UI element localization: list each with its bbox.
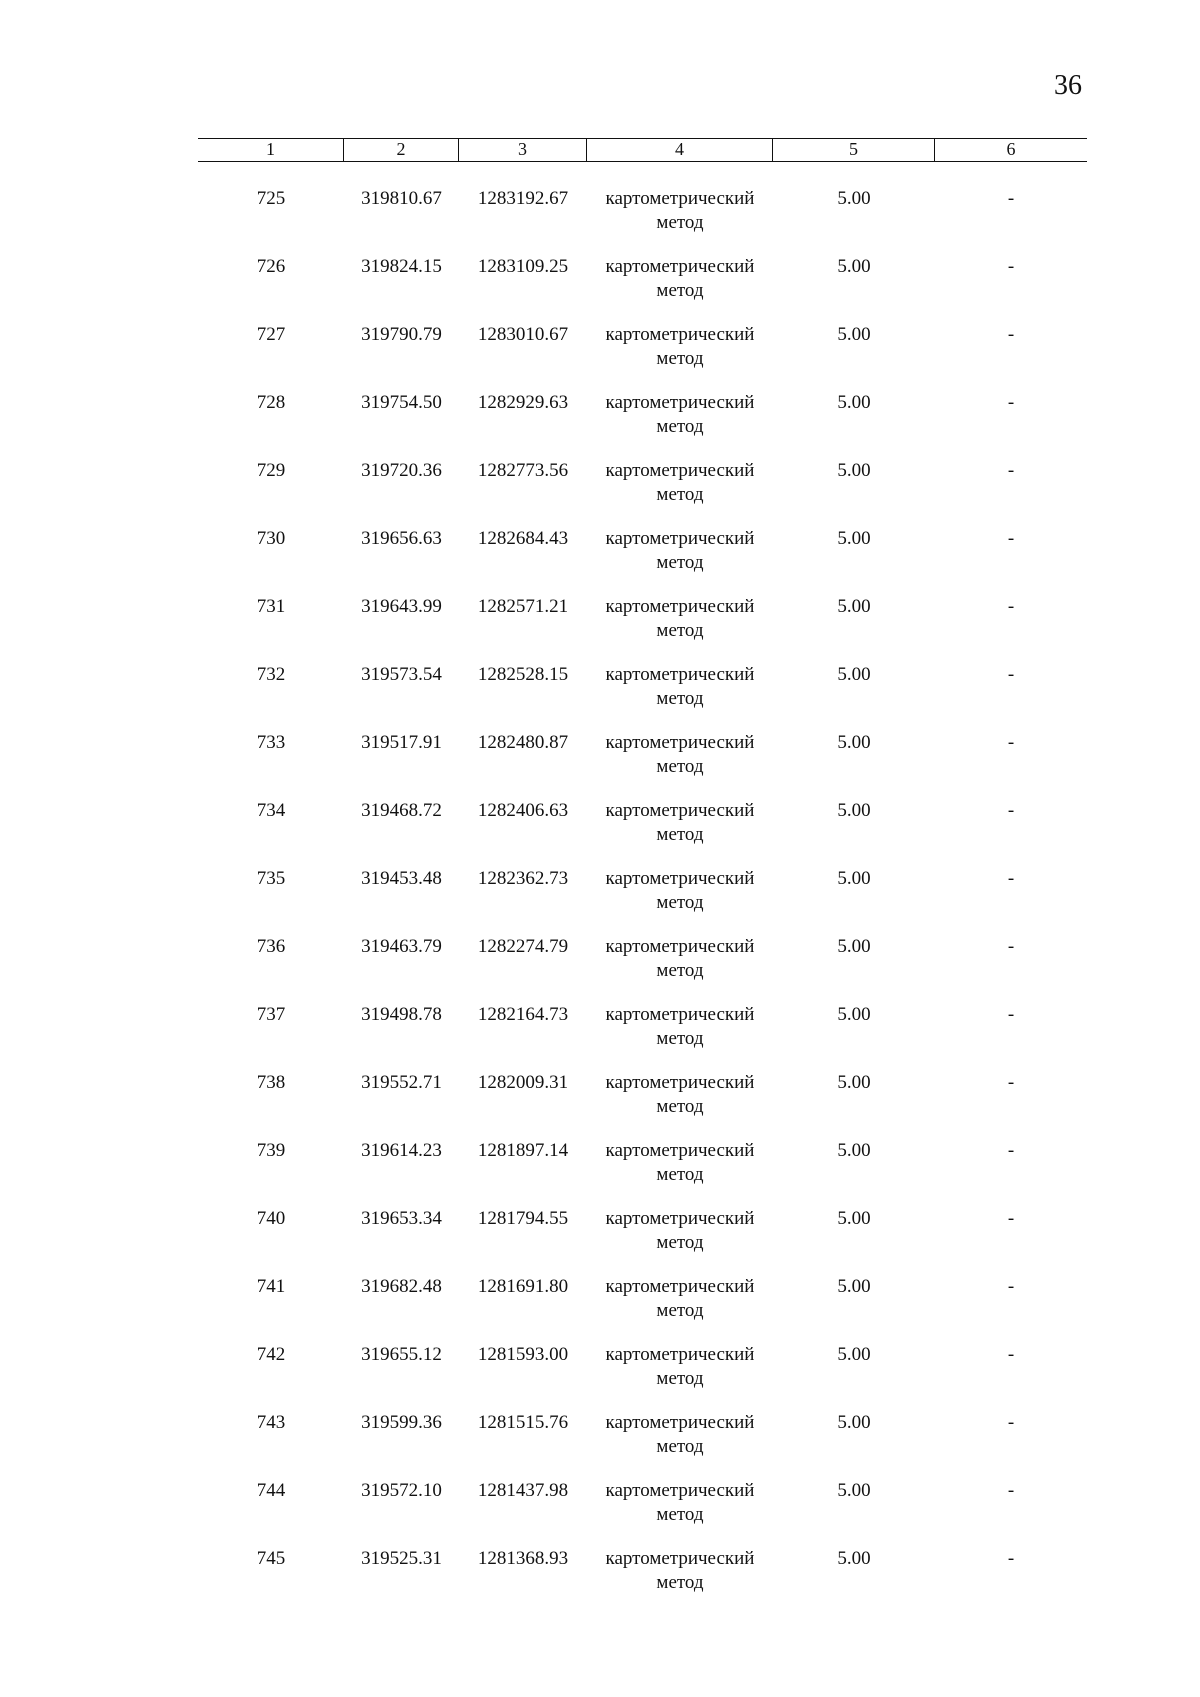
accuracy-cell: 5.00 <box>837 868 871 889</box>
table-row <box>198 1003 1087 1071</box>
method-line-2: метод <box>656 620 704 641</box>
accuracy-cell: 5.00 <box>837 460 871 481</box>
x-coordinate-cell: 319468.72 <box>361 800 442 821</box>
table-row <box>198 187 1087 255</box>
table-row <box>198 663 1087 731</box>
note-cell: - <box>1007 256 1015 277</box>
method-line-2: метод <box>656 1028 704 1049</box>
method-line-1: картометрический <box>605 1140 755 1161</box>
note-cell: - <box>1007 1412 1015 1433</box>
method-line-1: картометрический <box>605 256 755 277</box>
x-coordinate-cell: 319552.71 <box>361 1072 442 1093</box>
header-col-5: 5 <box>773 139 935 161</box>
method-line-1: картометрический <box>605 936 755 957</box>
method-line-2: метод <box>656 756 704 777</box>
x-coordinate-cell: 319572.10 <box>361 1480 442 1501</box>
method-cell <box>587 1139 773 1207</box>
accuracy-cell: 5.00 <box>837 1072 871 1093</box>
x-coordinate-cell: 319824.15 <box>361 256 442 277</box>
method-line-2: метод <box>656 484 704 505</box>
point-number-cell: 739 <box>256 1140 286 1161</box>
accuracy-cell: 5.00 <box>837 324 871 345</box>
point-number-cell: 727 <box>256 324 286 345</box>
y-coordinate-cell: 1281691.80 <box>477 1276 569 1297</box>
method-cell <box>587 391 773 459</box>
table-row <box>198 1275 1087 1343</box>
x-coordinate-cell: 319790.79 <box>361 324 442 345</box>
accuracy-cell: 5.00 <box>837 596 871 617</box>
note-cell: - <box>1007 1004 1015 1025</box>
method-cell <box>587 1071 773 1139</box>
y-coordinate-cell: 1282274.79 <box>477 936 569 957</box>
method-cell <box>587 1275 773 1343</box>
accuracy-cell: 5.00 <box>837 1276 871 1297</box>
accuracy-cell: 5.00 <box>837 1004 871 1025</box>
point-number-cell: 742 <box>256 1344 286 1365</box>
table-row <box>198 1547 1087 1615</box>
x-coordinate-cell: 319463.79 <box>361 936 442 957</box>
method-line-1: картометрический <box>605 1548 755 1569</box>
method-line-2: метод <box>656 1436 704 1457</box>
point-number-cell: 736 <box>256 936 286 957</box>
method-line-2: метод <box>656 1300 704 1321</box>
point-number-cell: 745 <box>256 1548 286 1569</box>
point-number-cell: 725 <box>256 188 286 209</box>
method-line-2: метод <box>656 1164 704 1185</box>
note-cell: - <box>1007 732 1015 753</box>
y-coordinate-cell: 1283010.67 <box>477 324 569 345</box>
x-coordinate-cell: 319810.67 <box>361 188 442 209</box>
header-col-2: 2 <box>344 139 459 161</box>
method-cell <box>587 1547 773 1615</box>
note-cell: - <box>1007 324 1015 345</box>
table-row <box>198 799 1087 867</box>
accuracy-cell: 5.00 <box>837 800 871 821</box>
table-row <box>198 1479 1087 1547</box>
note-cell: - <box>1007 1140 1015 1161</box>
method-line-2: метод <box>656 212 704 233</box>
method-cell <box>587 255 773 323</box>
table-row <box>198 1139 1087 1207</box>
accuracy-cell: 5.00 <box>837 732 871 753</box>
x-coordinate-cell: 319517.91 <box>361 732 442 753</box>
method-line-2: метод <box>656 1096 704 1117</box>
y-coordinate-cell: 1282406.63 <box>477 800 569 821</box>
table-row <box>198 867 1087 935</box>
method-line-1: картометрический <box>605 188 755 209</box>
point-number-cell: 732 <box>256 664 286 685</box>
method-line-1: картометрический <box>605 1072 755 1093</box>
table-row <box>198 595 1087 663</box>
y-coordinate-cell: 1281794.55 <box>477 1208 569 1229</box>
table-row <box>198 391 1087 459</box>
point-number-cell: 735 <box>256 868 286 889</box>
note-cell: - <box>1007 596 1015 617</box>
method-line-2: метод <box>656 1572 704 1593</box>
point-number-cell: 729 <box>256 460 286 481</box>
note-cell: - <box>1007 1072 1015 1093</box>
table-row <box>198 1071 1087 1139</box>
method-cell <box>587 527 773 595</box>
method-cell <box>587 1479 773 1547</box>
note-cell: - <box>1007 188 1015 209</box>
y-coordinate-cell: 1282480.87 <box>477 732 569 753</box>
method-cell <box>587 323 773 391</box>
x-coordinate-cell: 319720.36 <box>361 460 442 481</box>
method-line-2: метод <box>656 416 704 437</box>
table-row <box>198 1411 1087 1479</box>
x-coordinate-cell: 319653.34 <box>361 1208 442 1229</box>
method-line-2: метод <box>656 688 704 709</box>
y-coordinate-cell: 1281593.00 <box>477 1344 569 1365</box>
note-cell: - <box>1007 1208 1015 1229</box>
table-row <box>198 1207 1087 1275</box>
method-line-2: метод <box>656 348 704 369</box>
method-cell <box>587 1411 773 1479</box>
method-line-1: картометрический <box>605 596 755 617</box>
x-coordinate-cell: 319614.23 <box>361 1140 442 1161</box>
method-cell <box>587 935 773 1003</box>
y-coordinate-cell: 1281368.93 <box>477 1548 569 1569</box>
method-cell <box>587 459 773 527</box>
table-row <box>198 527 1087 595</box>
method-cell <box>587 1343 773 1411</box>
y-coordinate-cell: 1282929.63 <box>477 392 569 413</box>
x-coordinate-cell: 319599.36 <box>361 1412 442 1433</box>
accuracy-cell: 5.00 <box>837 1208 871 1229</box>
method-line-1: картометрический <box>605 1276 755 1297</box>
method-line-1: картометрический <box>605 868 755 889</box>
y-coordinate-cell: 1282362.73 <box>477 868 569 889</box>
note-cell: - <box>1007 868 1015 889</box>
method-cell <box>587 799 773 867</box>
y-coordinate-cell: 1282164.73 <box>477 1004 569 1025</box>
point-number-cell: 726 <box>256 256 286 277</box>
point-number-cell: 744 <box>256 1480 286 1501</box>
note-cell: - <box>1007 1276 1015 1297</box>
table-body <box>198 187 1087 1615</box>
table-row <box>198 323 1087 391</box>
point-number-cell: 728 <box>256 392 286 413</box>
method-line-1: картометрический <box>605 800 755 821</box>
note-cell: - <box>1007 1480 1015 1501</box>
point-number-cell: 740 <box>256 1208 286 1229</box>
method-line-2: метод <box>656 1504 704 1525</box>
table-row <box>198 1343 1087 1411</box>
method-line-2: метод <box>656 552 704 573</box>
accuracy-cell: 5.00 <box>837 1344 871 1365</box>
table-header <box>198 138 1087 162</box>
point-number-cell: 731 <box>256 596 286 617</box>
y-coordinate-cell: 1283192.67 <box>477 188 569 209</box>
header-col-1: 1 <box>198 139 344 161</box>
method-line-1: картометрический <box>605 528 755 549</box>
accuracy-cell: 5.00 <box>837 188 871 209</box>
note-cell: - <box>1007 1548 1015 1569</box>
y-coordinate-cell: 1282528.15 <box>477 664 569 685</box>
note-cell: - <box>1007 664 1015 685</box>
accuracy-cell: 5.00 <box>837 1548 871 1569</box>
method-line-1: картометрический <box>605 1004 755 1025</box>
table-row <box>198 935 1087 1003</box>
x-coordinate-cell: 319573.54 <box>361 664 442 685</box>
method-line-2: метод <box>656 1232 704 1253</box>
y-coordinate-cell: 1281515.76 <box>477 1412 569 1433</box>
method-cell <box>587 1003 773 1071</box>
accuracy-cell: 5.00 <box>837 392 871 413</box>
method-cell <box>587 663 773 731</box>
header-col-6: 6 <box>1006 139 1016 159</box>
header-col-4: 4 <box>587 139 773 161</box>
x-coordinate-cell: 319498.78 <box>361 1004 442 1025</box>
note-cell: - <box>1007 392 1015 413</box>
point-number-cell: 743 <box>256 1412 286 1433</box>
note-cell: - <box>1007 1344 1015 1365</box>
accuracy-cell: 5.00 <box>837 1412 871 1433</box>
accuracy-cell: 5.00 <box>837 1480 871 1501</box>
point-number-cell: 738 <box>256 1072 286 1093</box>
y-coordinate-cell: 1282009.31 <box>477 1072 569 1093</box>
method-line-1: картометрический <box>605 460 755 481</box>
method-line-1: картометрический <box>605 324 755 345</box>
y-coordinate-cell: 1281437.98 <box>477 1480 569 1501</box>
method-line-2: метод <box>656 824 704 845</box>
method-line-1: картометрический <box>605 1344 755 1365</box>
y-coordinate-cell: 1282773.56 <box>477 460 569 481</box>
point-number-cell: 734 <box>256 800 286 821</box>
x-coordinate-cell: 319525.31 <box>361 1548 442 1569</box>
method-line-2: метод <box>656 1368 704 1389</box>
y-coordinate-cell: 1282571.21 <box>477 596 569 617</box>
x-coordinate-cell: 319643.99 <box>361 596 442 617</box>
page-number: 36 <box>1054 70 1082 101</box>
y-coordinate-cell: 1281897.14 <box>477 1140 569 1161</box>
point-number-cell: 733 <box>256 732 286 753</box>
method-cell <box>587 595 773 663</box>
method-line-1: картометрический <box>605 1480 755 1501</box>
method-line-1: картометрический <box>605 732 755 753</box>
table-row <box>198 255 1087 323</box>
method-line-2: метод <box>656 892 704 913</box>
method-line-2: метод <box>656 280 704 301</box>
header-col-3: 3 <box>459 139 587 161</box>
y-coordinate-cell: 1282684.43 <box>477 528 569 549</box>
x-coordinate-cell: 319655.12 <box>361 1344 442 1365</box>
note-cell: - <box>1007 528 1015 549</box>
method-cell <box>587 1207 773 1275</box>
point-number-cell: 741 <box>256 1276 286 1297</box>
accuracy-cell: 5.00 <box>837 664 871 685</box>
point-number-cell: 730 <box>256 528 286 549</box>
method-line-1: картометрический <box>605 664 755 685</box>
accuracy-cell: 5.00 <box>837 256 871 277</box>
table-row <box>198 459 1087 527</box>
note-cell: - <box>1007 800 1015 821</box>
accuracy-cell: 5.00 <box>837 936 871 957</box>
accuracy-cell: 5.00 <box>837 528 871 549</box>
x-coordinate-cell: 319453.48 <box>361 868 442 889</box>
method-cell <box>587 187 773 255</box>
note-cell: - <box>1007 460 1015 481</box>
method-line-1: картометрический <box>605 1208 755 1229</box>
x-coordinate-cell: 319754.50 <box>361 392 442 413</box>
method-line-2: метод <box>656 960 704 981</box>
accuracy-cell: 5.00 <box>837 1140 871 1161</box>
y-coordinate-cell: 1283109.25 <box>477 256 569 277</box>
x-coordinate-cell: 319656.63 <box>361 528 442 549</box>
method-line-1: картометрический <box>605 392 755 413</box>
x-coordinate-cell: 319682.48 <box>361 1276 442 1297</box>
note-cell: - <box>1007 936 1015 957</box>
method-cell <box>587 867 773 935</box>
method-line-1: картометрический <box>605 1412 755 1433</box>
method-cell <box>587 731 773 799</box>
table-row <box>198 731 1087 799</box>
point-number-cell: 737 <box>256 1004 286 1025</box>
